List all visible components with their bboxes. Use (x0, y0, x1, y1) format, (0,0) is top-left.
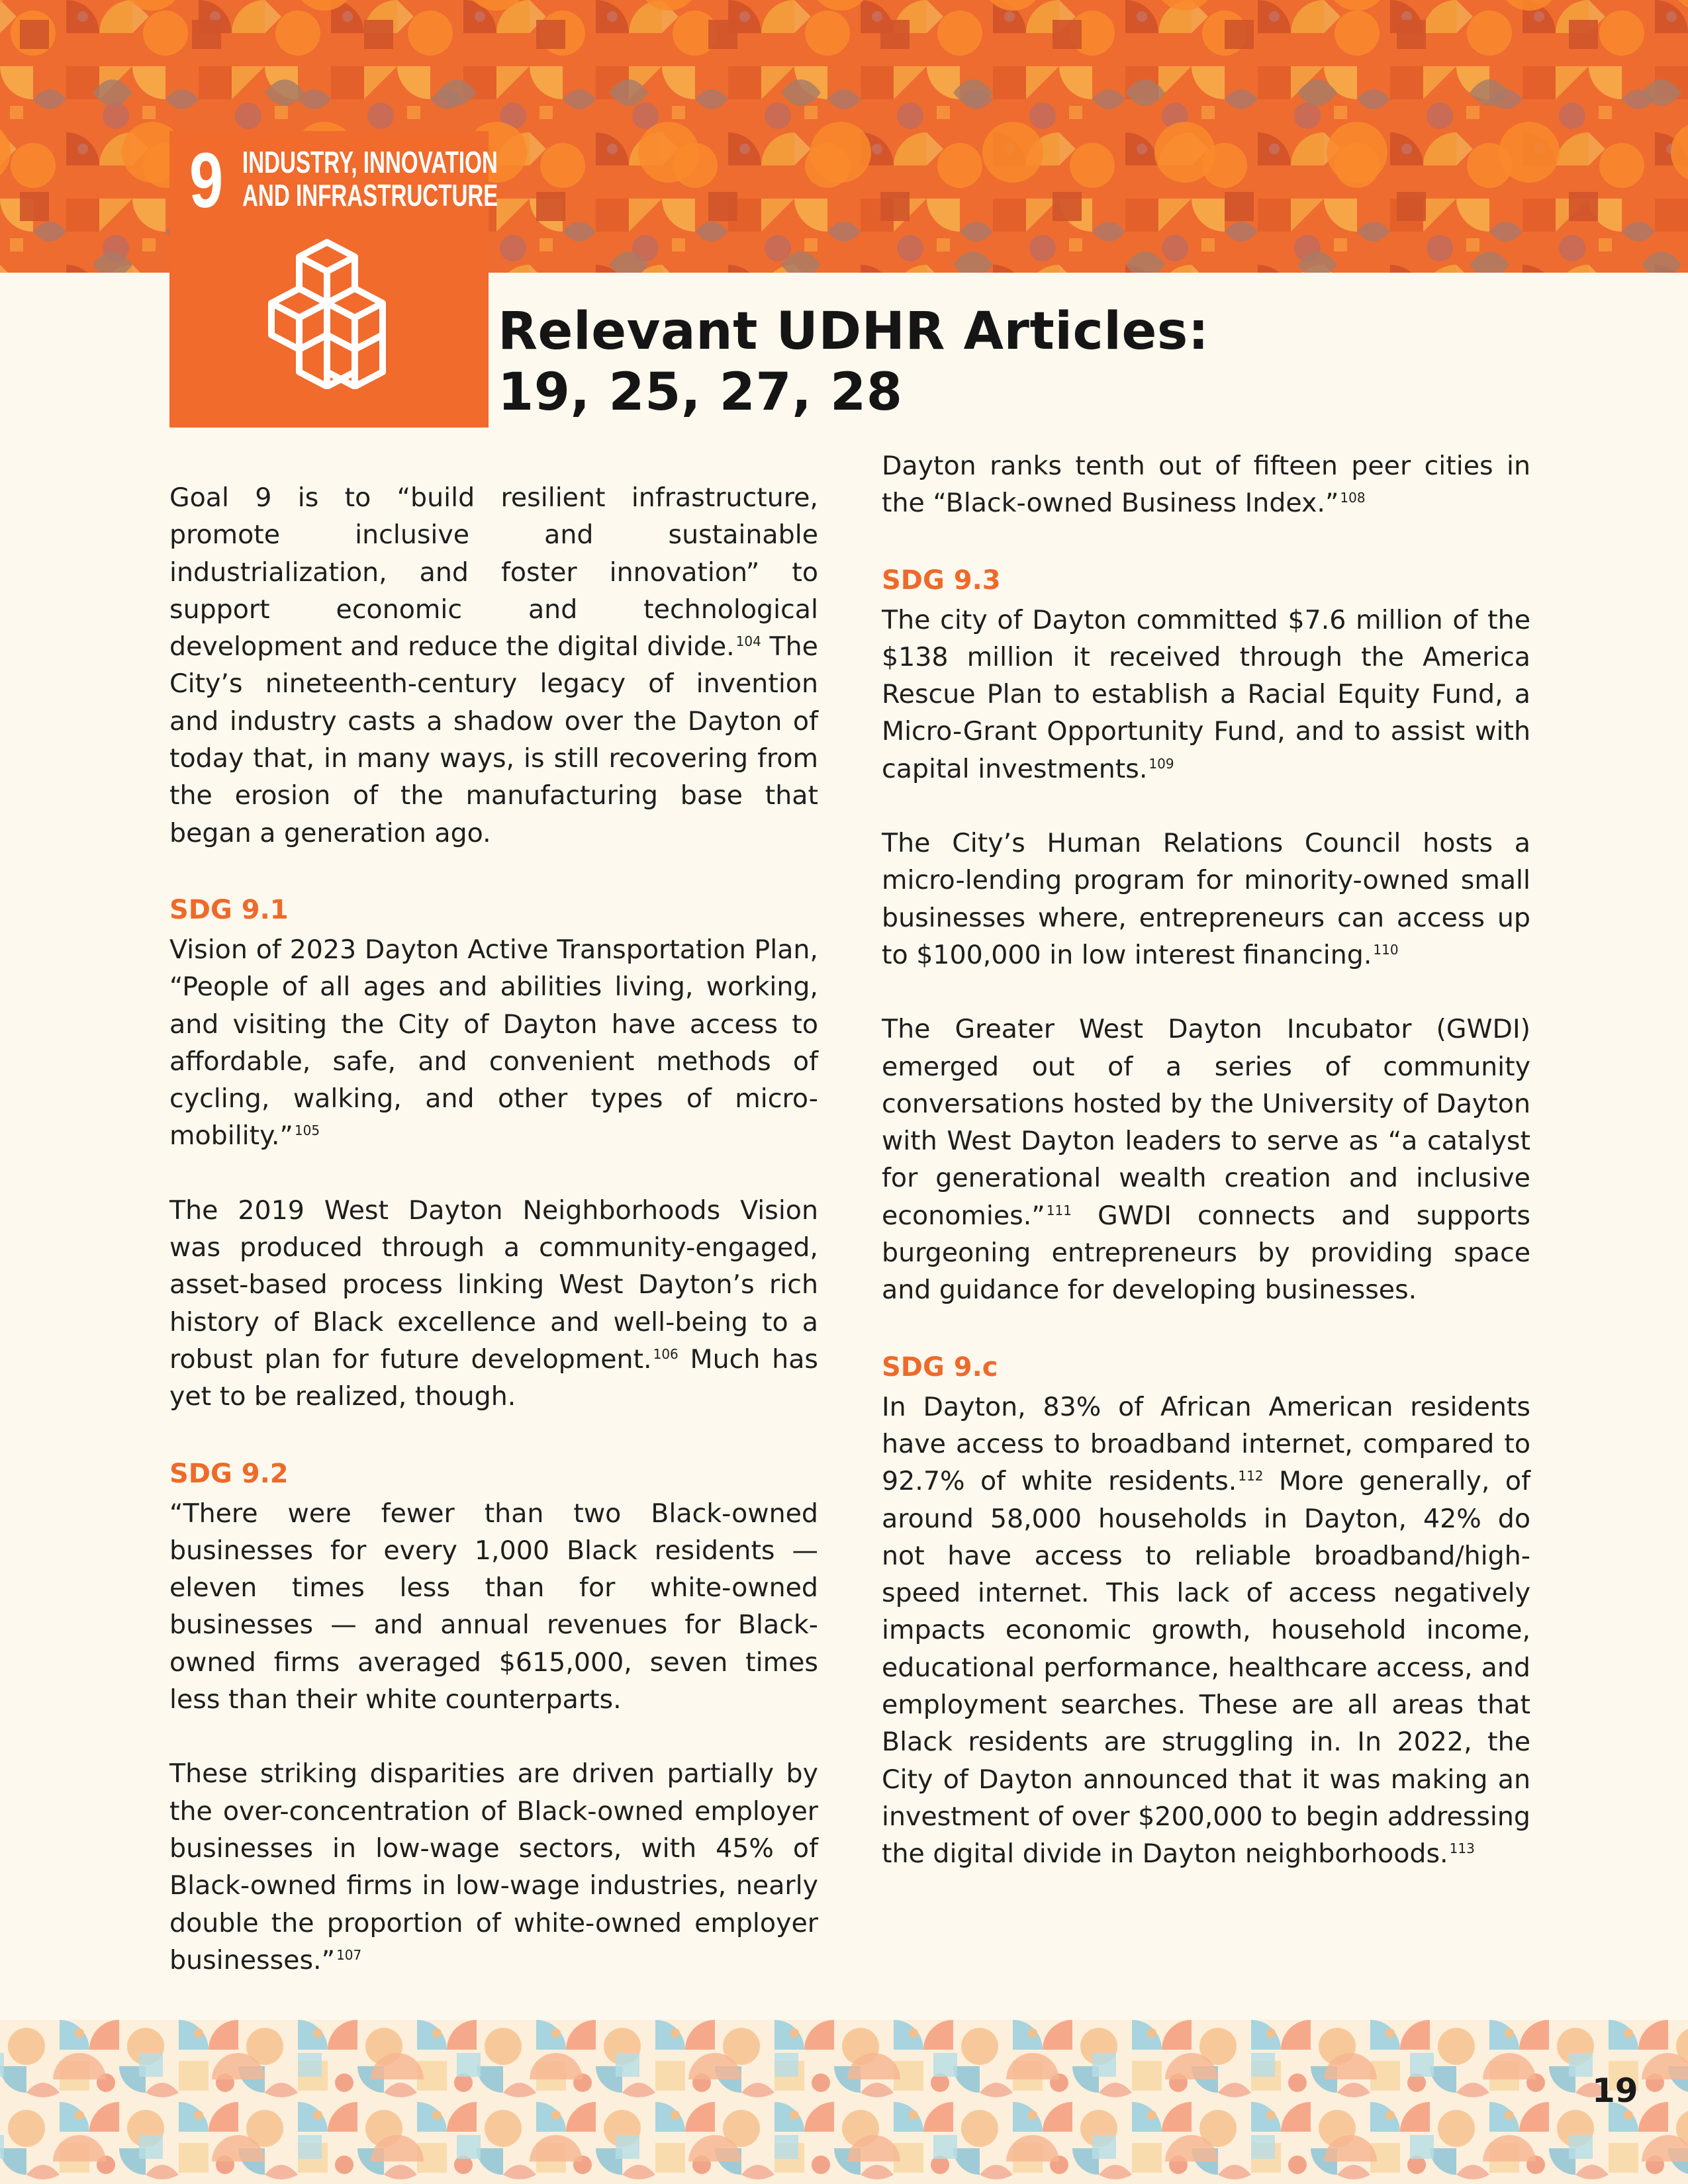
paragraph-text-after: Much has yet to be realized, though. (169, 1343, 818, 1412)
footnote-ref: 107 (336, 1946, 362, 1963)
footnote-ref: 110 (1373, 941, 1399, 958)
left-column (169, 479, 818, 1979)
page-number: 19 (1592, 2071, 1638, 2110)
sdg-9-2-paragraph-2 (169, 1755, 818, 1979)
sdg-title (242, 145, 498, 212)
sdg-title-line2: AND INFRASTRUCTURE (242, 178, 498, 212)
intro-text-after: The City’s nineteenth-century legacy of invention and industry casts a shadow over the Dayton of today that, in many ways, is still recovering from the erosion of the manufacturing base that began a generation ago. (169, 631, 818, 848)
footnote-ref: 113 (1449, 1841, 1475, 1857)
sdg-9-3-paragraph-1 (882, 602, 1530, 788)
sdg-9-3-paragraph-2 (882, 825, 1530, 974)
sdg-9-3-heading: SDG 9.3 (882, 565, 1001, 596)
paragraph-text: Vision of 2023 Dayton Active Transportation Plan, “People of all ages and abilities living, working, and visiting the City of Dayton have access to affordable, safe, and convenient methods of cycling, walking, and other types of micro-mobility.” (169, 934, 818, 1152)
paragraph-text-after: More generally, of around 58,000 households in Dayton, 42% do not have access to reliable broadband/high-speed internet. This lack of access negatively impacts economic growth, household income, educational performance, healthcare access, and employment searches. These are all areas that Black residents are struggling in. In 2022, the City of Dayton announced that it was making an investment of over $200,000 to begin addressing the digital divide in Dayton neighborhoods. (882, 1466, 1531, 1870)
bottom-pattern (0, 2020, 1688, 2184)
sdg-9-c-heading: SDG 9.c (882, 1351, 998, 1383)
stacked-cubes-icon (241, 237, 413, 389)
sdg-9-1-heading: SDG 9.1 (169, 894, 289, 925)
paragraph-text: The city of Dayton committed $7.6 million of the $138 million it received through the America Rescue Plan to establish a Racial Equity Fund, a Micro-Grant Opportunity Fund, and to assist with capital investments. (882, 604, 1530, 784)
page-heading (498, 301, 1292, 423)
sdg-9-badge (169, 131, 498, 428)
paragraph-text: The City’s Human Relations Council hosts a micro-lending program for minority-owned small businesses where, entrepreneurs can access up to $100,000 in low interest financing. (882, 828, 1530, 970)
sdg-9-1-paragraph-1 (169, 931, 818, 1155)
paragraph-text-after: GWDI connects and supports burgeoning entrepreneurs by providing space and guidance for developing businesses. (882, 1200, 1530, 1306)
paragraph-text: In Dayton, 83% of African American residents have access to broadband internet, compared to 92.7% of white residents. (882, 1391, 1530, 1497)
heading-line1: Relevant UDHR Articles: (498, 302, 1209, 361)
footnote-ref: 111 (1046, 1202, 1072, 1218)
paragraph-text: These striking disparities are driven partially by the over-concentration of Black-owned employer businesses in low-wage sectors, with 45% of Black-owned firms in low-wage industries, nearly double the proportion of white-owned employer businesses.” (169, 1758, 818, 1976)
sdg-9-2-heading: SDG 9.2 (169, 1458, 289, 1489)
sdg-9-1-paragraph-2 (169, 1192, 818, 1416)
footnote-ref: 104 (735, 633, 761, 650)
footnote-ref: 112 (1238, 1468, 1264, 1484)
sdg-9-3-paragraph-3 (882, 1011, 1530, 1308)
intro-text: Goal 9 is to “build resilient infrastructure, promote inclusive and sustainable industrialization, and foster innovation” to support economic and technological development and reduce the digital divide. (169, 482, 818, 662)
bottom-decorative-banner (0, 2020, 1688, 2184)
paragraph-text: Dayton ranks tenth out of fifteen peer cities in the “Black-owned Business Index.” (882, 451, 1530, 519)
intro-paragraph (169, 479, 818, 852)
sdg-9-2-paragraph-1: “There were fewer than two Black-owned businesses for every 1,000 Black residents — eleven times less than for white-owned businesses — and annual revenues for Black-owned firms averaged $615,000, seven times less than their white counterparts. (169, 1498, 818, 1715)
footnote-ref: 105 (294, 1122, 320, 1139)
right-column (882, 447, 1530, 1873)
paragraph-text: The Greater West Dayton Incubator (GWDI) emerged out of a series of community conversations hosted by the University of Dayton with West Dayton leaders to serve as “a catalyst for generational wealth creation and inclusive economies.” (882, 1014, 1530, 1231)
black-business-index-paragraph (882, 447, 1530, 522)
sdg-title-line1: INDUSTRY, INNOVATION (242, 145, 498, 179)
footnote-ref: 106 (653, 1345, 679, 1362)
sdg-9-c-paragraph-1 (882, 1388, 1530, 1873)
paragraph-text: The 2019 West Dayton Neighborhoods Vision was produced through a community-engaged, asset-based process linking West Dayton’s rich history of Black excellence and well-being to a robust plan for future development. (169, 1195, 818, 1375)
sdg-number: 9 (189, 137, 222, 224)
footnote-ref: 109 (1149, 755, 1174, 772)
heading-line2: 19, 25, 27, 28 (498, 363, 903, 422)
footnote-ref: 108 (1340, 490, 1366, 506)
